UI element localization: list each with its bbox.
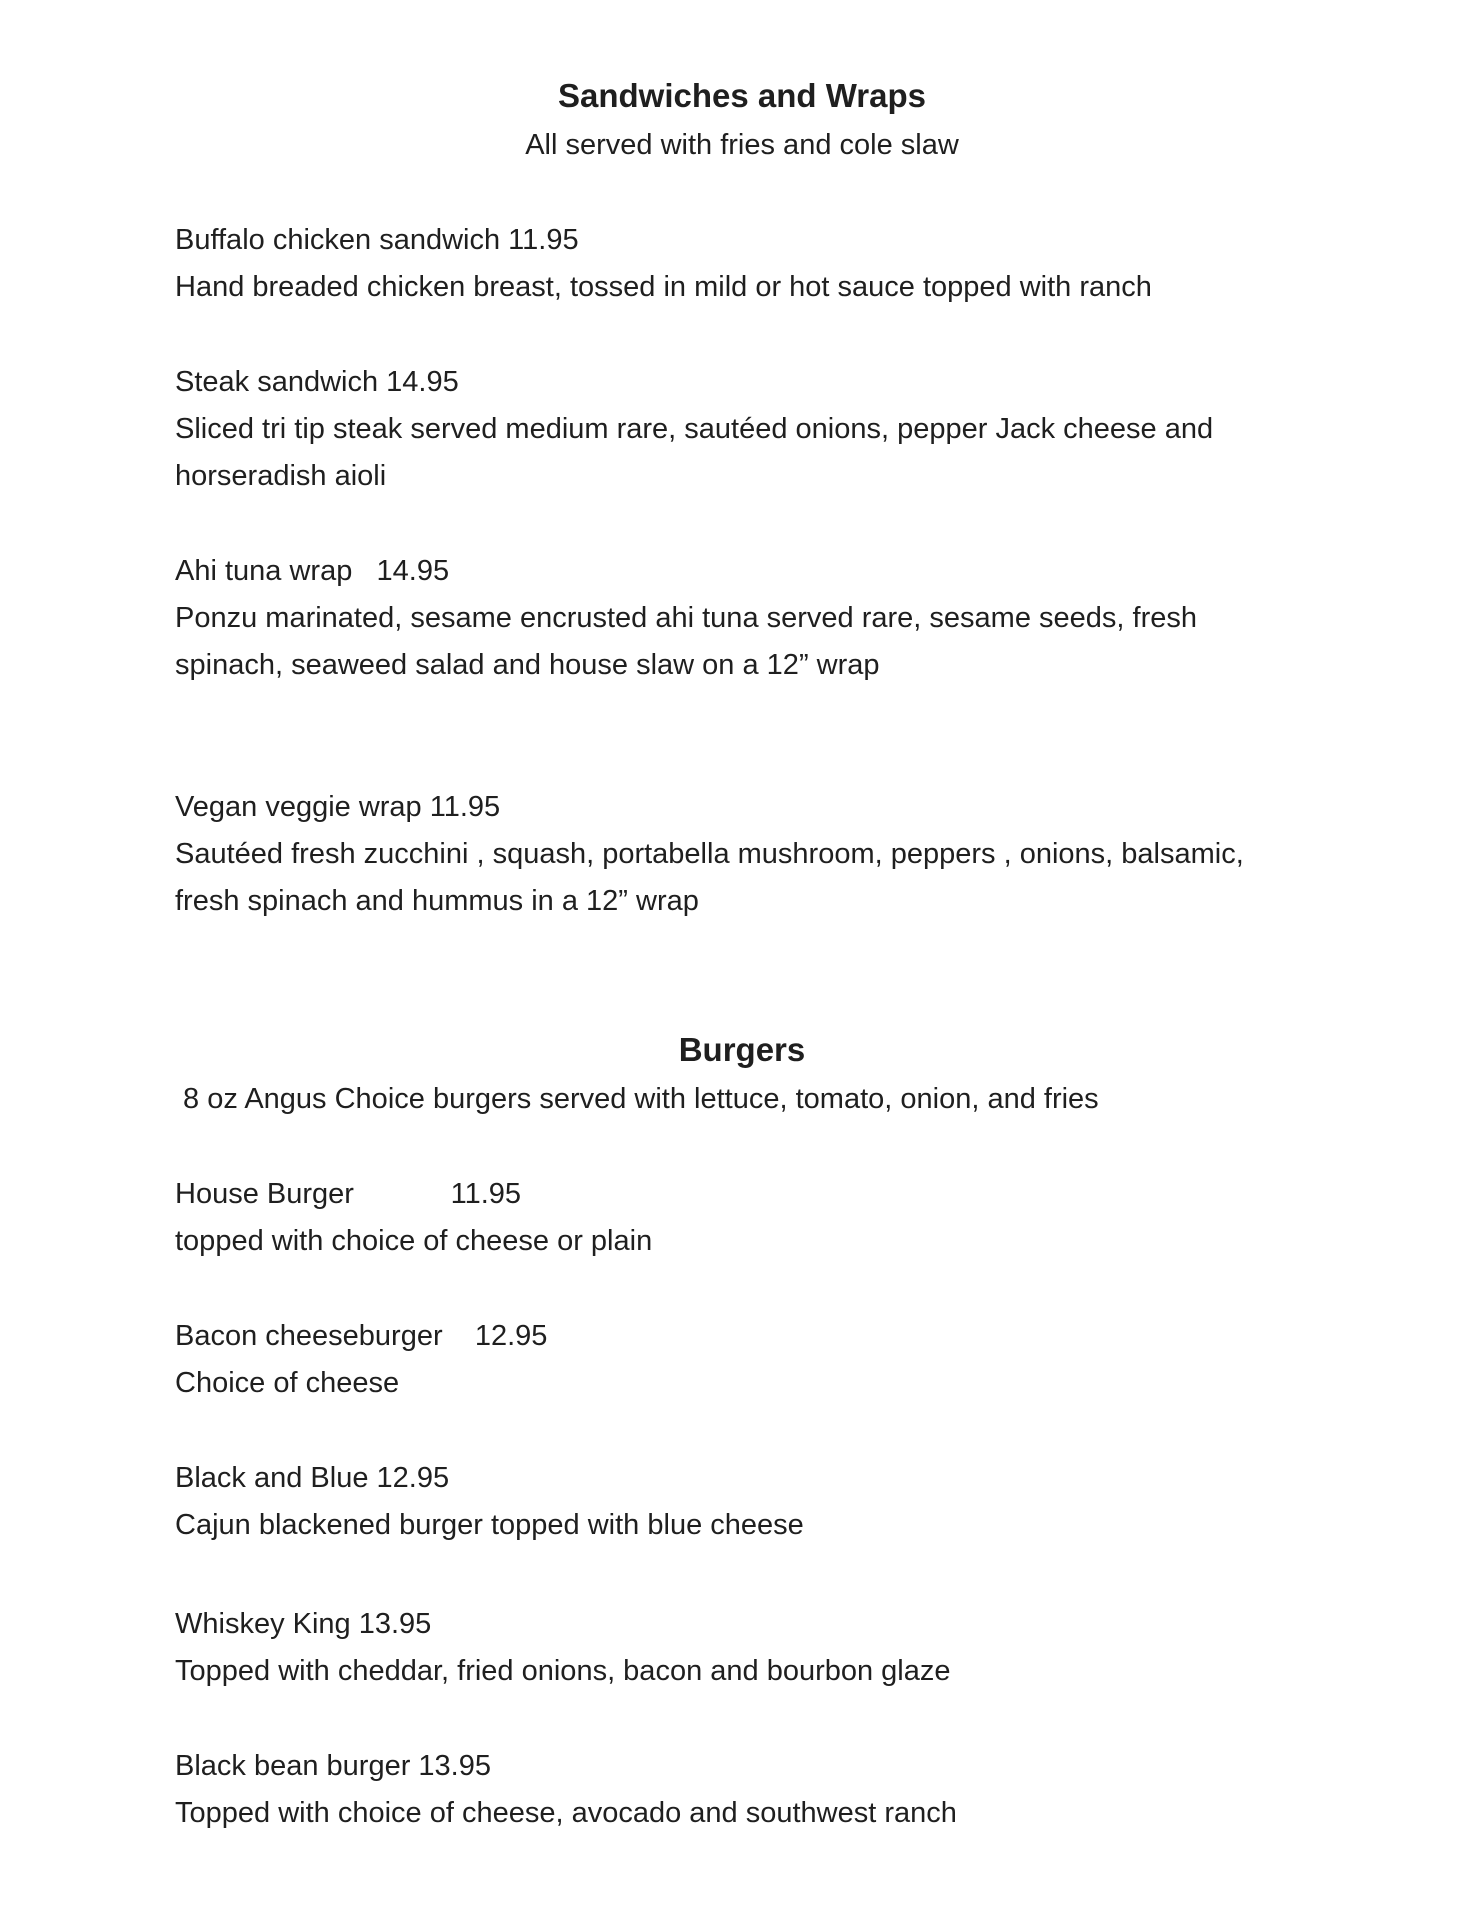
menu-item-name-price: Buffalo chicken sandwich 11.95	[175, 224, 579, 256]
menu-item-description: Ponzu marinated, sesame encrusted ahi tuna served rare, sesame seeds, fresh	[175, 602, 1197, 634]
menu-item-description: Hand breaded chicken breast, tossed in mild or hot sauce topped with ranch	[175, 271, 1152, 303]
menu-item-description: fresh spinach and hummus in a 12” wrap	[175, 885, 699, 917]
menu-item-description: Choice of cheese	[175, 1367, 400, 1399]
menu-item-name-price: Bacon cheeseburger 12.95	[175, 1320, 548, 1352]
menu-item-description: topped with choice of cheese or plain	[175, 1225, 653, 1257]
menu-item-description: Cajun blackened burger topped with blue cheese	[175, 1509, 804, 1541]
menu-item-name-price: Black bean burger 13.95	[175, 1750, 491, 1782]
menu-item-name-price: Steak sandwich 14.95	[175, 366, 459, 398]
menu-item-description: Sliced tri tip steak served medium rare, sautéed onions, pepper Jack cheese and	[175, 413, 1214, 445]
menu-item-description: Sautéed fresh zucchini , squash, portabella mushroom, peppers , onions, balsamic,	[175, 838, 1244, 870]
menu-item-description: Topped with choice of cheese, avocado and southwest ranch	[175, 1797, 957, 1829]
menu-item-name-price: Ahi tuna wrap 14.95	[175, 555, 450, 587]
menu-item-name-price: Black and Blue 12.95	[175, 1462, 450, 1494]
menu-item-name-price: Whiskey King 13.95	[175, 1608, 432, 1640]
menu-item-description: horseradish aioli	[175, 460, 387, 492]
section-subtitle-burgers: 8 oz Angus Choice burgers served with lettuce, tomato, onion, and fries	[175, 1083, 1099, 1115]
menu-item-name-price: House Burger 11.95	[175, 1178, 522, 1210]
menu-item-description: Topped with cheddar, fried onions, bacon and bourbon glaze	[175, 1655, 951, 1687]
section-title-sandwiches: Sandwiches and Wraps	[558, 77, 926, 114]
menu-item-name-price: Vegan veggie wrap 11.95	[175, 791, 501, 823]
section-subtitle-sandwiches: All served with fries and cole slaw	[525, 129, 959, 161]
menu-item-description: spinach, seaweed salad and house slaw on a 12” wrap	[175, 649, 880, 681]
section-title-burgers: Burgers	[678, 1031, 806, 1068]
